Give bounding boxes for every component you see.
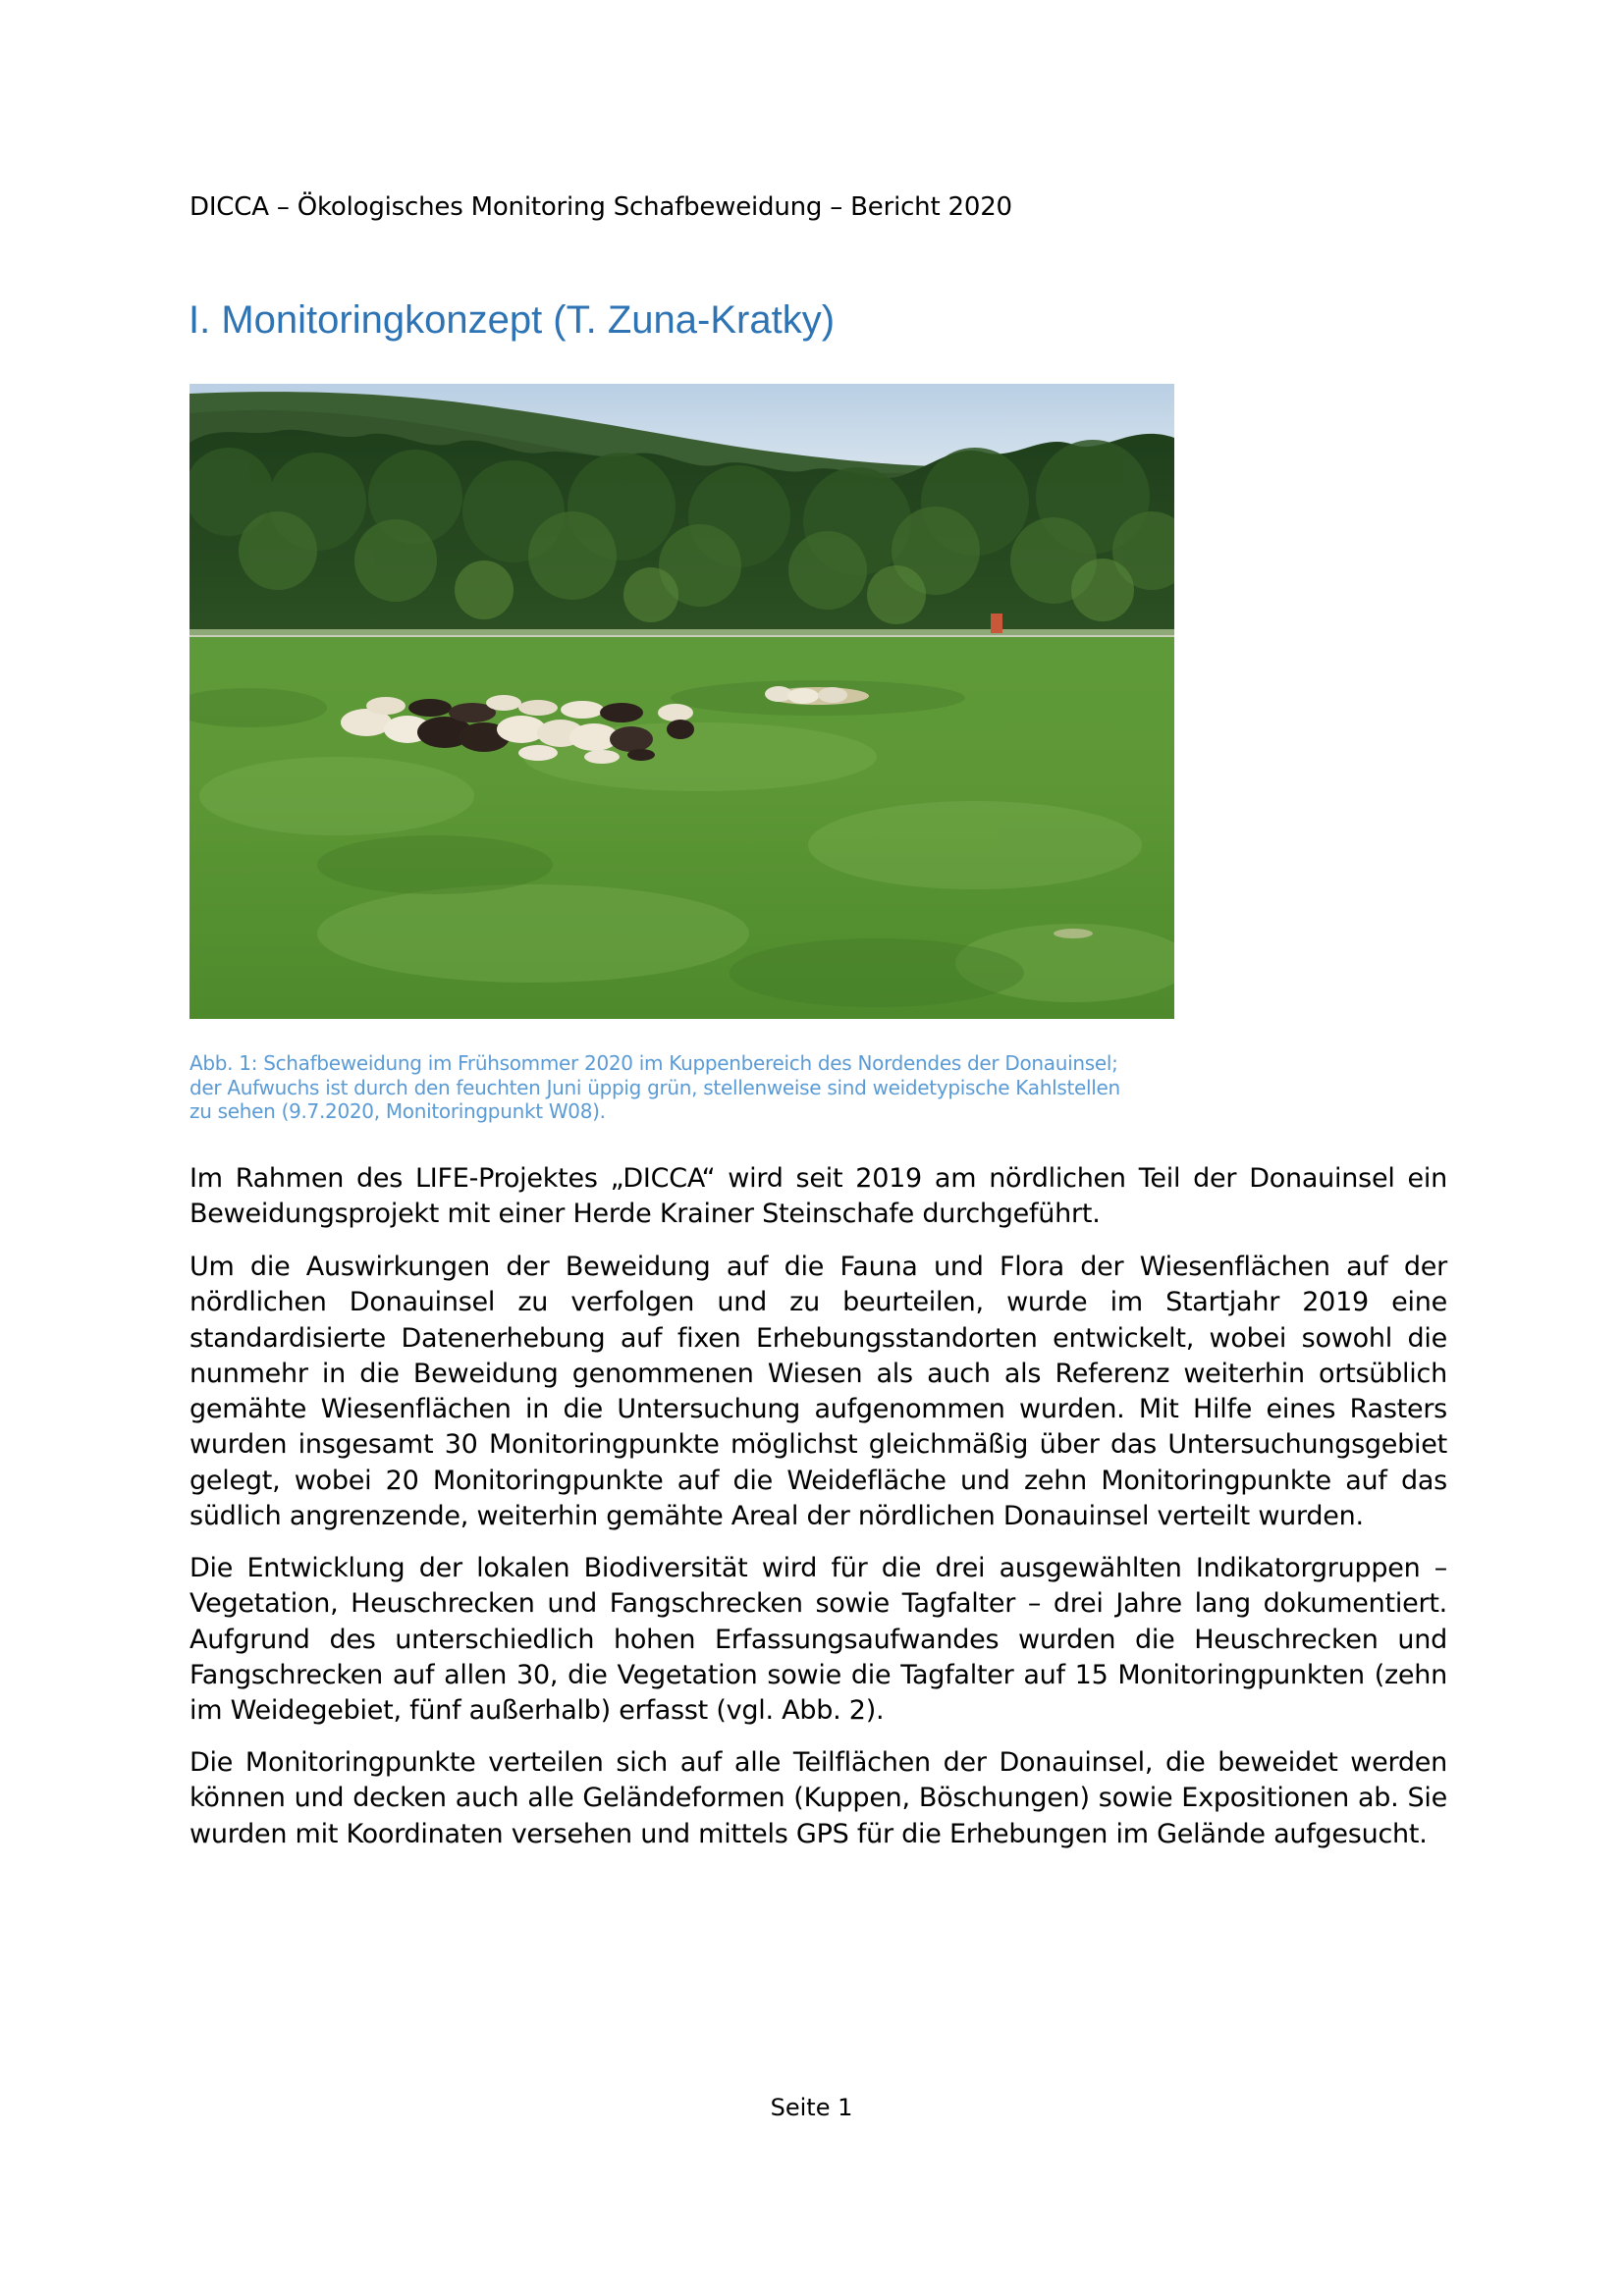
page-number: Seite 1	[770, 2094, 853, 2121]
paragraph: Die Monitoringpunkte verteilen sich auf alle Teilflächen der Donauinsel, die beweidet werden können und decken auch alle Geländeformen (Kuppen, Böschungen) sowie Expositionen ab. Sie wurden mit Koordinaten versehen und mittels GPS für die Erhebungen im Gelände aufgesucht.	[189, 1747, 1447, 1849]
section-title: I. Monitoringkonzept (T. Zuna-Kratky)	[189, 298, 836, 342]
caption-line: der Aufwuchs ist durch den feuchten Juni üppig grün, stellenweise sind weidetypische Kahlstellen	[189, 1075, 1120, 1099]
paragraph: Die Entwicklung der lokalen Biodiversität wird für die drei ausgewählten Indikatorgruppen – Vegetation, Heuschrecken und Fangschrecken sowie Tagfalter – drei Jahre lang dokumentiert. Aufgrund des unterschiedlich hohen Erfassungsaufwandes wurden die Heuschrecken und Fangschrecken auf allen 30, die Vegetation sowie die Tagfalter auf 15 Monitoringpunkten (zehn im Weidegebiet, fünf außerhalb) erfasst (vgl. Abb. 2).	[189, 1553, 1447, 1727]
caption-line: Abb. 1: Schafbeweidung im Frühsommer 2020 im Kuppenbereich des Nordendes der Donauinsel;	[189, 1051, 1118, 1075]
running-header: DICCA – Ökologisches Monitoring Schafbeweidung – Bericht 2020	[189, 192, 1012, 222]
paragraph: Im Rahmen des LIFE-Projektes „DICCA“ wird seit 2019 am nördlichen Teil der Donauinsel ein Beweidungsprojekt mit einer Herde Krainer Steinschafe durchgeführt.	[189, 1163, 1447, 1230]
caption-line: zu sehen (9.7.2020, Monitoringpunkt W08).	[189, 1099, 606, 1123]
figure-caption	[189, 1051, 1181, 1124]
paragraph: Um die Auswirkungen der Beweidung auf die Fauna und Flora der Wiesenflächen auf der nördlichen Donauinsel zu verfolgen und zu beurteilen, wurde im Startjahr 2019 eine standardisierte Datenerhebung auf fixen Erhebungsstandorten entwickelt, wobei sowohl die nunmehr in die Beweidung genommenen Wiesen als auch als Referenz weiterhin ortsüblich gemähte Wiesenflächen in die Untersuchung aufgenommen wurden. Mit Hilfe eines Rasters wurden insgesamt 30 Monitoringpunkte möglichst gleichmäßig über das Untersuchungsgebiet gelegt, wobei 20 Monitoringpunkte auf die Weidefläche und zehn Monitoringpunkte auf das südlich angrenzende, weiterhin gemähte Areal der nördlichen Donauinsel verteilt wurden.	[189, 1252, 1447, 1532]
sheep-pasture-photo	[189, 384, 1174, 1019]
